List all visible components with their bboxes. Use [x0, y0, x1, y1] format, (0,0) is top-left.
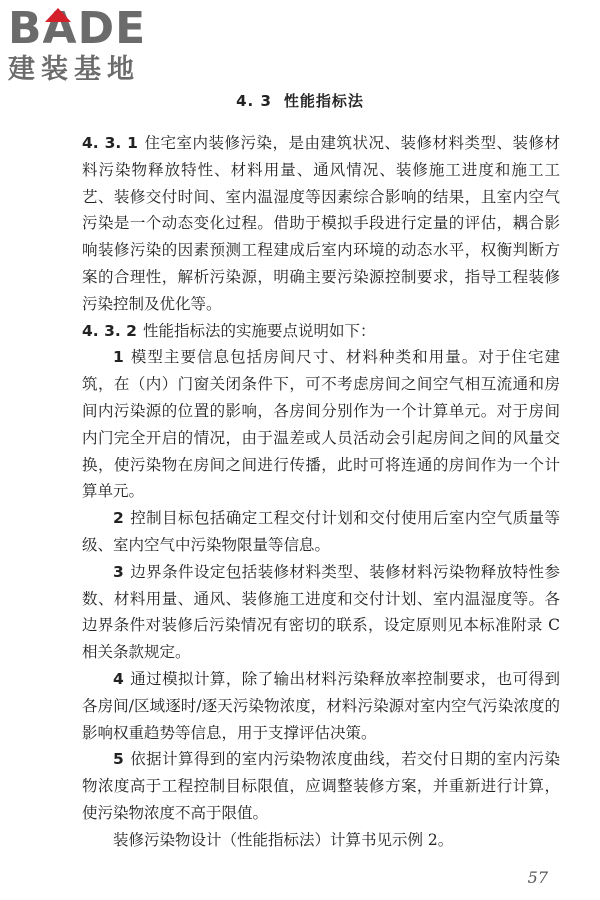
document-body [82, 130, 560, 854]
list-item-5 [82, 746, 560, 826]
item-number: 2 [113, 509, 124, 528]
clause-4-3-2 [82, 318, 560, 345]
closing-note: 装修污染物设计（性能指标法）计算书见示例 2。 [113, 830, 454, 849]
clause-number: 4. 3. 1 [82, 134, 138, 152]
logo-roof-icon [45, 8, 71, 22]
item-number: 3 [113, 562, 124, 581]
section-number: 4. 3 [236, 92, 272, 110]
item-number: 4 [113, 669, 124, 688]
logo-letters-de: DE [77, 3, 147, 54]
list-item-4 [82, 666, 560, 746]
item-text: 依据计算得到的室内污染物浓度曲线，若交付日期的室内污染物浓度高于工程控制目标限值，应调整装修方案，并重新进行计算，使污染物浓度不高于限值。 [82, 750, 560, 822]
page-number: 57 [527, 868, 548, 887]
clause-text: 性能指标法的实施要点说明如下： [142, 321, 376, 340]
item-text: 模型主要信息包括房间尺寸、材料种类和用量。对于住宅建筑，在（内）门窗关闭条件下，可不考虑房间之间空气相互流通和房间内污染源的位置的影响，各房间分别作为一个计算单元。对于房间内门完全开启的情况，由于温差或人员活动会引起房间之间的风量交换，使污染物在房间之间进行传播，此时可将连通的房间作为一个计算单元。 [82, 348, 560, 501]
logo-letter-a: A [42, 3, 78, 54]
clause-number: 4. 3. 2 [82, 321, 137, 340]
item-text: 通过模拟计算，除了输出材料污染释放率控制要求，也可得到各房间/区域逐时/逐天污染物浓度，材料污染源对室内空气污染浓度的影响权重趋势等信息，用于支撑评估决策。 [82, 669, 560, 742]
item-number: 1 [113, 348, 124, 367]
clause-4-3-1 [82, 130, 560, 318]
item-number: 5 [113, 750, 124, 769]
section-heading: 性能指标法 [283, 92, 364, 110]
list-item-3 [82, 559, 560, 666]
logo-subtitle: 建装基地 [8, 54, 140, 85]
list-item-2 [82, 505, 560, 559]
clause-text: 住宅室内装修污染，是由建筑状况、装修材料类型、装修材料污染物释放特性、材料用量、通风情况、装修施工进度和施工工艺、装修交付时间、室内温湿度等因素综合影响的结果，且室内空气污染是一个动态变化过程。借助于模拟手段进行定量的评估，耦合影响装修污染的因素预测工程建成后室内环境的动态水平，权衡判断方案的合理性，解析污染源，明确主要污染源控制要求，指导工程装修污染控制及优化等。 [82, 134, 560, 313]
logo-letter-b: B [8, 3, 43, 54]
section-title [0, 90, 600, 111]
bade-logo [8, 3, 178, 90]
item-text: 边界条件设定包括装修材料类型、装修材料污染物释放特性参数、材料用量、通风、装修施工进度和交付计划、室内温湿度等。各边界条件对装修后污染情况有密切的联系，设定原则见本标准附录 C 相关条款规定。 [82, 562, 560, 662]
logo-wordmark [8, 3, 178, 54]
item-text: 控制目标包括确定工程交付计划和交付使用后室内空气质量等级、室内空气中污染物限量等信息。 [82, 509, 560, 554]
list-item-1 [82, 344, 560, 505]
